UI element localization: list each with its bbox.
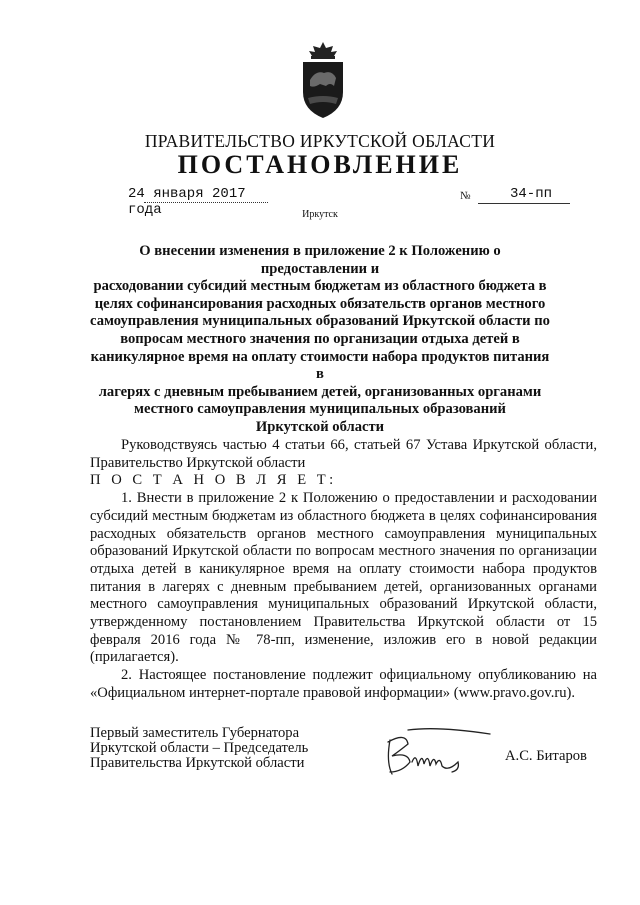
city-name: Иркутск [302, 209, 338, 220]
heading-line: самоуправления муниципальных образований Иркутской области по [90, 313, 550, 330]
signatory-title-line: Правительства Иркутской области [90, 755, 305, 771]
signatory-title-line: Первый заместитель Губернатора [90, 725, 300, 741]
signatory-title [90, 726, 308, 771]
number-sign: № [460, 190, 471, 202]
heading-line: лагерях с дневным пребыванием детей, организованных органами [98, 383, 542, 400]
date-underline [144, 202, 268, 203]
heading-line: О внесении изменения в приложение 2 к Положению о предоставлении и [139, 243, 501, 277]
heading-line: целях софинансирования расходных обязательств органов местного [94, 295, 546, 312]
coat-of-arms-emblem [300, 40, 346, 120]
document-date: 24 января 2017 года [128, 186, 246, 218]
number-underline [478, 203, 570, 204]
government-title: ПРАВИТЕЛЬСТВО ИРКУТСКОЙ ОБЛАСТИ [144, 131, 496, 151]
heading-line: расходовании субсидий местным бюджетам из областного бюджета в [93, 278, 547, 295]
decree-heading [88, 243, 552, 437]
heading-line: Иркутской области [255, 418, 385, 435]
heading-line: местного самоуправления муниципальных образований [134, 401, 506, 418]
item-1-paragraph: 1. Внести в приложение 2 к Положению о предоставлении и расходовании субсидий местным бюджетам из областного бюджета в целях софинансирования расходных обязательств органов местного самоуправления муниципальных образований Иркутской области по вопросам местного значения по организации отдыха детей в каникулярное время на оплату стоимости набора продуктов питания в лагерях с дневным пребыванием детей, организованных органами местного самоуправления муниципальных образований Иркутской области, утвержденному постановлением Правительства Иркутской области от 15 февраля 2016 года № 78-пп, изменение, изложив его в новой редакции (прилагается). [90, 490, 597, 666]
decree-body [90, 437, 597, 703]
signatory-title-line: Иркутской области – Председатель [90, 740, 309, 756]
intro-paragraph: Руководствуясь частью 4 статьи 66, статьей 67 Устава Иркутской области, Правительство Иркутской области [90, 437, 597, 471]
handwritten-signature [378, 722, 498, 782]
document-number: 34-пп [510, 186, 553, 202]
resolve-word: П О С Т А Н О В Л Я Е Т: [90, 472, 337, 489]
heading-line: вопросам местного значения по организации отдыха детей в [120, 330, 520, 347]
heading-line: каникулярное время на оплату стоимости набора продуктов питания в [90, 348, 550, 383]
item-2-paragraph: 2. Настоящее постановление подлежит официальному опубликованию на «Официальном интернет-портале правовой информации» (www.pravo.gov.ru). [90, 667, 597, 701]
document-type: ПОСТАНОВЛЕНИЕ [177, 150, 463, 179]
signatory-name: А.С. Битаров [505, 748, 587, 764]
